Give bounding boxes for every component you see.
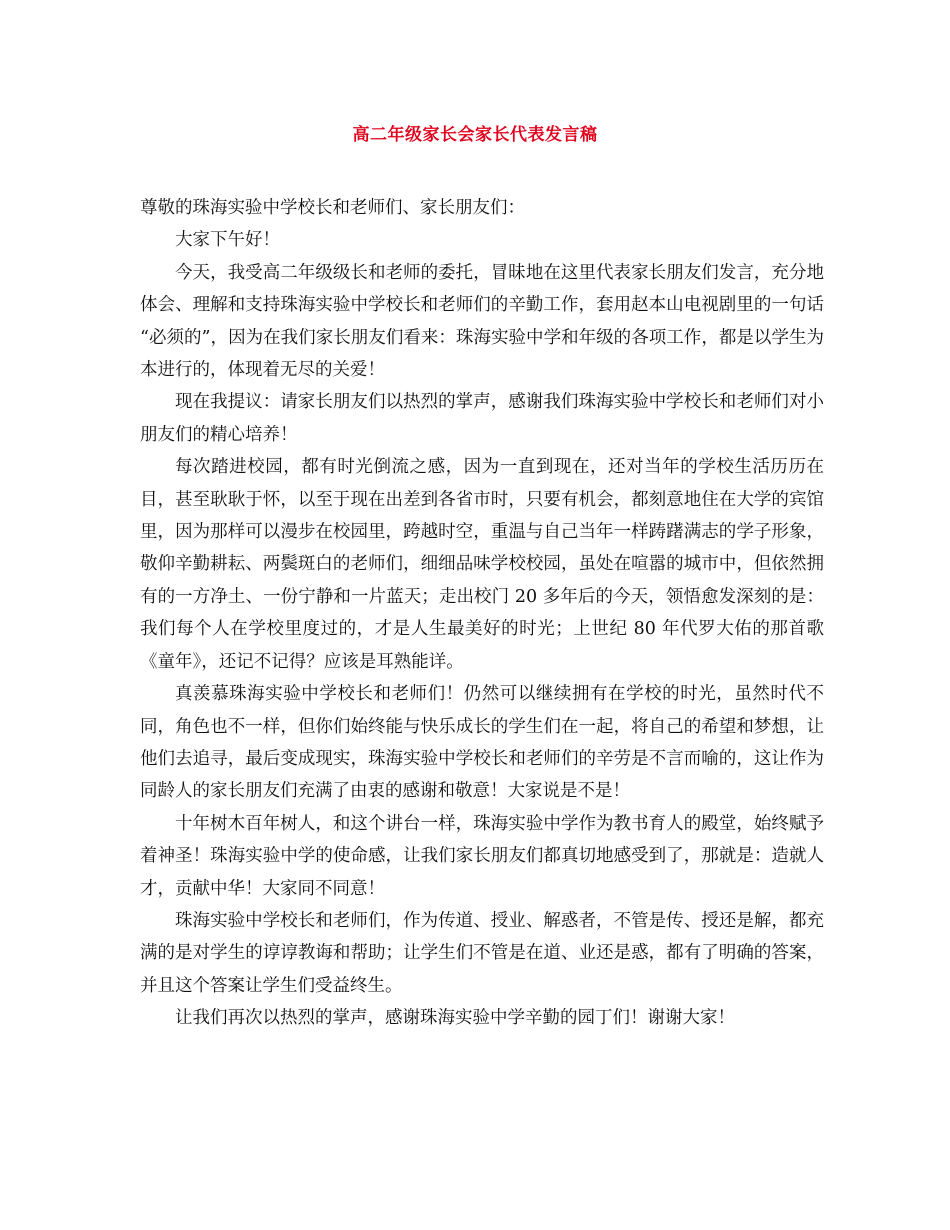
- paragraph-teachers: 珠海实验中学校长和老师们，作为传道、授业、解惑者，不管是传、授还是解，都充满的是对学生的谆谆教诲和帮助；让学生们不管是在道、业还是惑，都有了明确的答案，并且这个答案让学生们受益终生。: [140, 910, 824, 996]
- paragraph-proposal: 现在我提议：请家长朋友们以热烈的掌声，感谢我们珠海实验中学校长和老师们对小朋友们的精心培养！: [140, 392, 824, 445]
- paragraph-closing: 让我们再次以热烈的掌声，感谢珠海实验中学辛勤的园丁们！谢谢大家！: [175, 1008, 735, 1029]
- paragraph-memories: 每次踏进校园，都有时光倒流之感，因为一直到现在，还对当年的学校生活历历在目，甚至耿耿于怀，以至于现在出差到各省市时，只要有机会，都刻意地住在大学的宾馆里，因为那样可以漫步在校园里，跨越时空，重温与自己当年一样踌躇满志的学子形象，敬仰辛勤耕耘、两鬓斑白的老师们，细细品味学校校园，虽处在喧嚣的城市中，但依然拥有的一方净土、一份宁静和一片蓝天；走出校门 20 多年后的今天，领悟愈发深刻的是：我们每个人在学校里度过的，才是人生最美好的时光；上世纪 80 年代罗大佑的那首歌《童年》，还记不记得？应该是耳熟能详。: [140, 457, 824, 672]
- document-title: 高二年级家长会家长代表发言稿: [352, 125, 598, 145]
- paragraph-greeting: 大家下午好！: [175, 230, 280, 251]
- document-body: [140, 192, 824, 1035]
- paragraph-admiration: 真羡慕珠海实验中学校长和老师们！仍然可以继续拥有在学校的时光，虽然时代不同，角色也不一样，但你们始终能与快乐成长的学生们在一起，将自己的希望和梦想，让他们去追寻，最后变成现实，珠海实验中学校长和老师们的辛劳是不言而喻的，这让作为同龄人的家长朋友们充满了由衷的感谢和敬意！大家说是不是！: [140, 684, 824, 802]
- salutation: 尊敬的珠海实验中学校长和老师们、家长朋友们：: [140, 198, 525, 218]
- paragraph-mission: 十年树木百年树人，和这个讲台一样，珠海实验中学作为教书育人的殿堂，始终赋予着神圣！珠海实验中学的使命感，让我们家长朋友们都真切地感受到了，那就是：造就人才，贡献中华！大家同不同意！: [140, 813, 824, 899]
- paragraph-introduction: 今天，我受高二年级级长和老师的委托，冒昧地在这里代表家长朋友们发言，充分地体会、理解和支持珠海实验中学校长和老师们的辛勤工作，套用赵本山电视剧里的一句话 “必须的”，因为在我们家长朋友们看来：珠海实验中学和年级的各项工作，都是以学生为本进行的，体现着无尽的关爱！: [140, 262, 824, 381]
